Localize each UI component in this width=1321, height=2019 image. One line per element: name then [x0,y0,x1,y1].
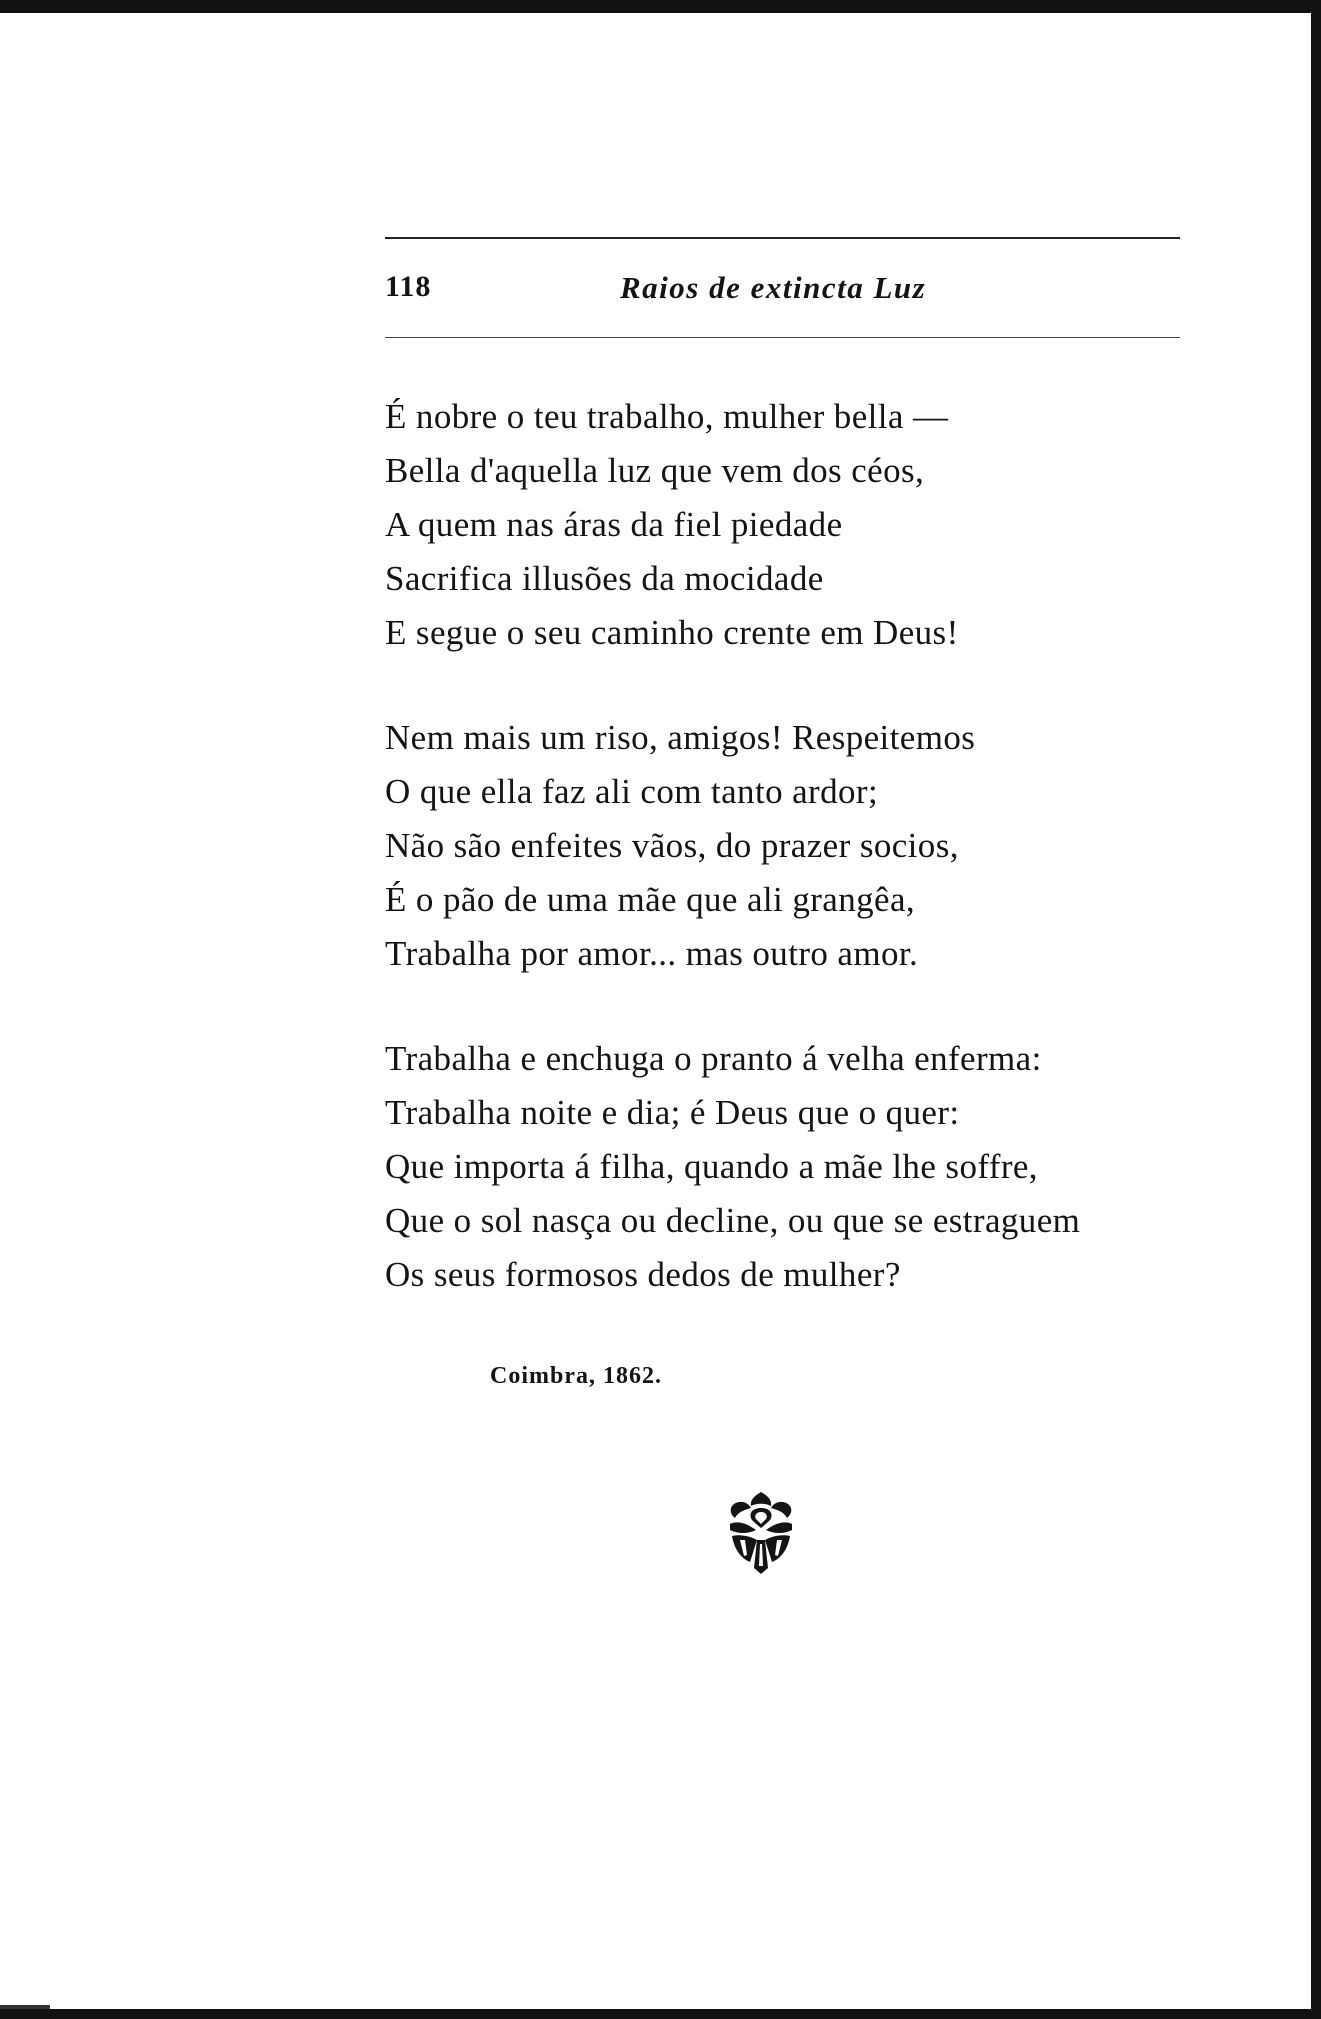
poem-line: Não são enfeites vãos, do prazer socios, [385,826,959,865]
poem-line: Bella d'aquella luz que vem dos céos, [385,451,925,490]
scan-edge-bottom [0,2009,1321,2019]
running-title: Raios de extincta Luz [620,270,927,305]
poem-line: Nem mais um riso, amigos! Respeitemos [385,718,976,757]
poem-line: Trabalha noite e dia; é Deus que o quer: [385,1093,960,1132]
shell-fleuron-icon [726,1490,796,1574]
stanza [385,711,1175,981]
poem-line: Os seus formosos dedos de mulher? [385,1255,901,1294]
poem-line: E segue o seu caminho crente em Deus! [385,613,959,652]
poem-line: Que importa á filha, quando a mãe lhe soffre, [385,1147,1038,1186]
poem-line: Sacrifica illusões da mocidade [385,559,824,598]
poem-line: Que o sol nasça ou decline, ou que se estraguem [385,1201,1081,1240]
header-rule-bottom [385,337,1180,338]
scan-edge-right [1311,0,1321,2019]
poem-line: O que ella faz ali com tanto ardor; [385,772,879,811]
header-rule-top [385,237,1180,239]
stanza [385,1032,1175,1302]
poem-line: Trabalha e enchuga o pranto á velha enferma: [385,1039,1042,1078]
page-number: 118 [385,270,432,303]
poem-line: É nobre o teu trabalho, mulher bella — [385,397,949,436]
stanza [385,390,1175,660]
poem-line: Trabalha por amor... mas outro amor. [385,934,919,973]
place-date-signature: Coimbra, 1862. [490,1363,662,1389]
poem [385,390,1175,1353]
scan-edge-top [0,0,1321,13]
scan-mark [0,2005,50,2009]
poem-line: A quem nas áras da fiel piedade [385,505,843,544]
poem-line: É o pão de uma mãe que ali grangêa, [385,880,916,919]
